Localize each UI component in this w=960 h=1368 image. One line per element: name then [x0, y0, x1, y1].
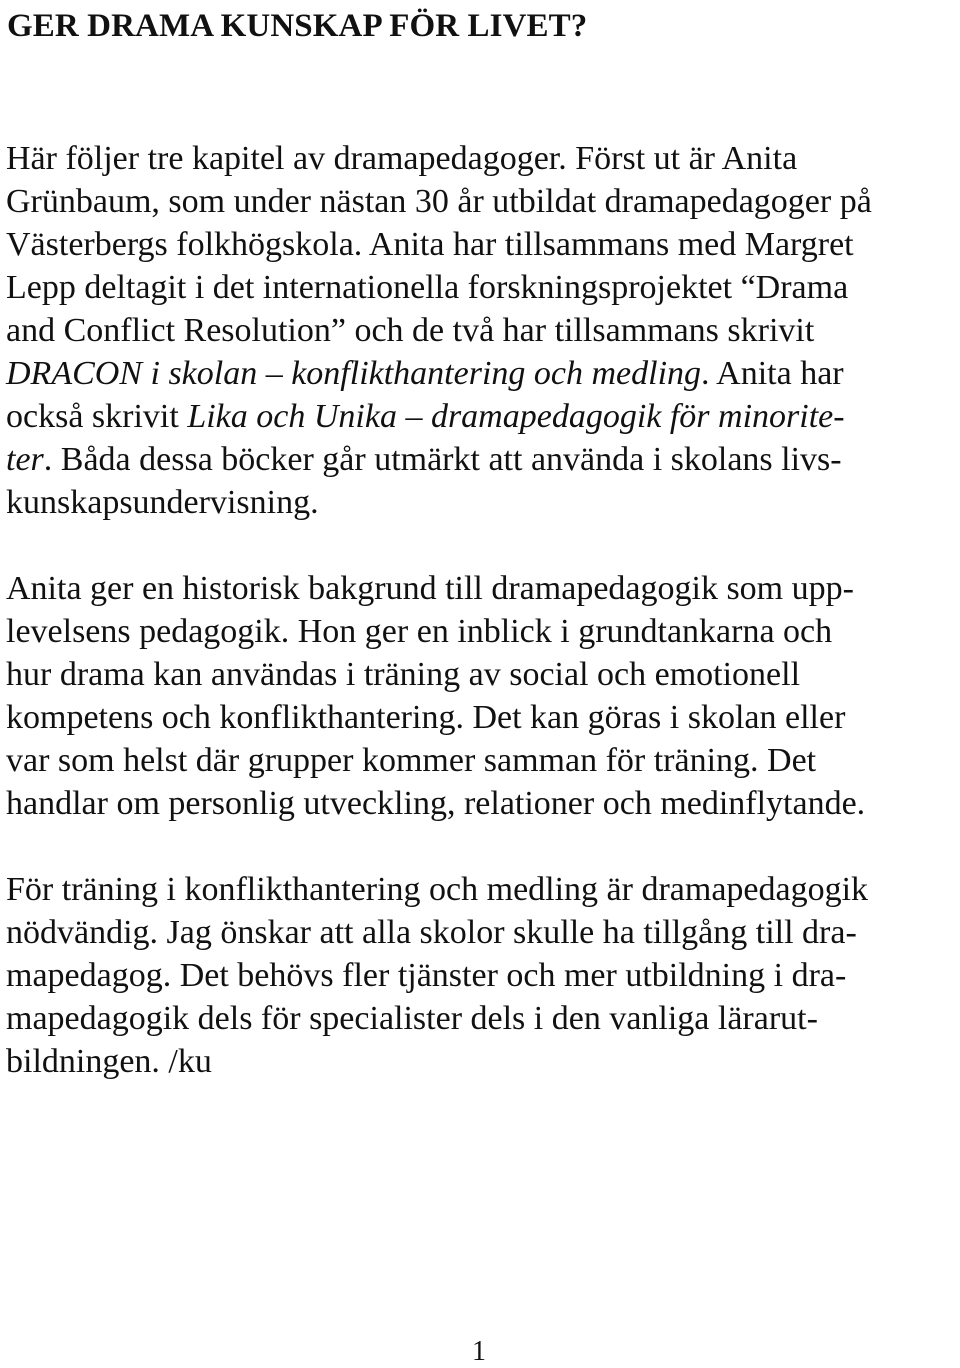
- text-line: var som helst där grupper kommer samman för träning. Det: [6, 742, 817, 779]
- text-line: Västerbergs folkhögskola. Anita har tillsammans med Margret: [6, 226, 854, 263]
- page-title: GER DRAMA KUNSKAP FÖR LIVET?: [7, 8, 588, 44]
- text-fragment: . Båda dessa böcker går utmärkt att använda i skolans livs-: [43, 441, 842, 478]
- text-fragment: också skrivit: [6, 398, 188, 435]
- text-line: [6, 352, 844, 396]
- book-title-dracon: DRACON i skolan – konflikthantering och medling: [6, 355, 702, 392]
- text-line: Grünbaum, som under nästan 30 år utbildat dramapedagoger på: [6, 183, 872, 220]
- text-line: Anita ger en historisk bakgrund till dramapedagogik som upp-: [6, 570, 854, 607]
- book-title-lika-och-unika-end: ter: [6, 441, 44, 478]
- text-line: mapedagogik dels för specialister dels i den vanliga lärarut-: [6, 1000, 818, 1037]
- text-line: Här följer tre kapitel av dramapedagoger. Först ut är Anita: [6, 140, 798, 177]
- text-line: hur drama kan användas i träning av social och emotionell: [6, 656, 801, 693]
- text-line: nödvändig. Jag önskar att alla skolor skulle ha tillgång till dra-: [6, 914, 857, 951]
- book-title-lika-och-unika: Lika och Unika – dramapedagogik för minorite-: [187, 398, 845, 435]
- text-fragment: . Anita har: [701, 355, 844, 392]
- text-line: [6, 438, 842, 482]
- text-line: Lepp deltagit i det internationella forskningsprojektet “Drama: [6, 269, 849, 306]
- text-line: bildningen. /ku: [6, 1043, 212, 1080]
- text-line: mapedagog. Det behövs fler tjänster och mer utbildning i dra-: [6, 957, 847, 994]
- text-line: För träning i konflikthantering och medling är dramapedagogik: [6, 871, 869, 908]
- text-line: kompetens och konflikthantering. Det kan göras i skolan eller: [6, 699, 846, 736]
- text-line: and Conflict Resolution” och de två har tillsammans skrivit: [6, 312, 815, 349]
- text-line: [6, 395, 845, 439]
- text-line: levelsens pedagogik. Hon ger en inblick i grundtankarna och: [6, 613, 833, 650]
- text-line: kunskapsundervisning.: [6, 484, 319, 521]
- page-number: 1: [472, 1336, 486, 1367]
- text-line: handlar om personlig utveckling, relationer och medinflytande.: [6, 785, 866, 822]
